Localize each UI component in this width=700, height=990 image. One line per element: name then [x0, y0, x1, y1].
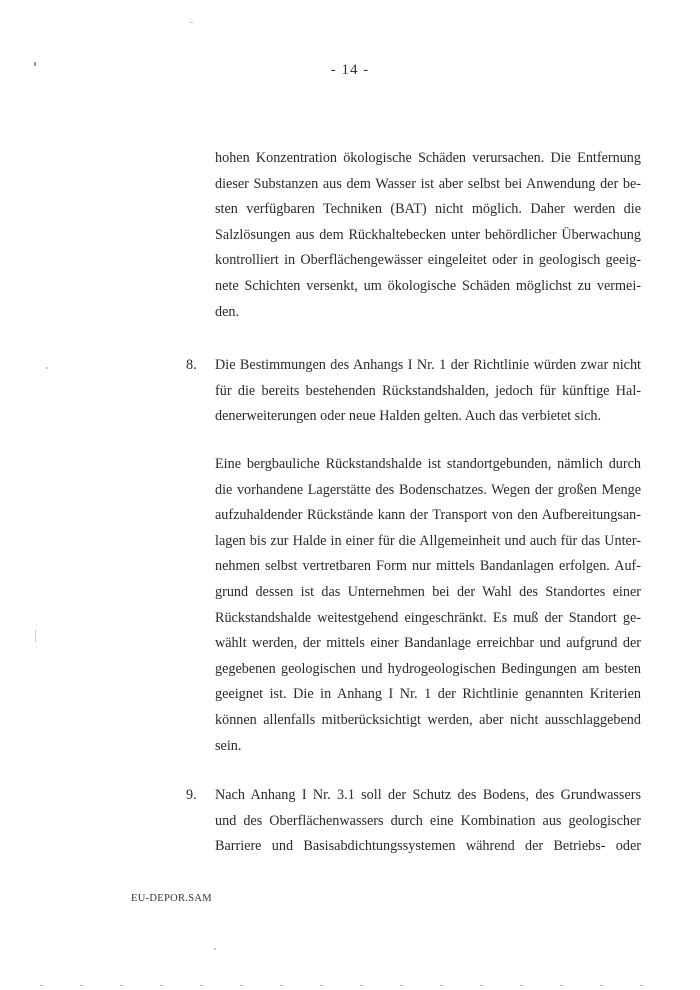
- text-line: Barriere und Basisabdichtungssystemen während der Betriebs- oder: [215, 838, 641, 855]
- text-line: Die Bestimmungen des Anhangs I Nr. 1 der Richtlinie würden zwar nicht: [215, 357, 641, 373]
- text-line: nehmen selbst vertretbaren Form nur mittels Bandanlagen erfolgen. Auf-: [215, 558, 641, 575]
- text-line: dieser Substanzen aus dem Wasser ist aber selbst bei Anwendung der be-: [215, 175, 641, 192]
- text-line: und des Oberflächenwassers durch eine Kombination aus geologischer: [215, 812, 641, 829]
- text-line: lagen bis zur Halde in einer für die Allgemeinheit und auch für das Unter-: [215, 532, 641, 549]
- text-line: nete Schichten versenkt, um ökologische Schäden möglichst zu vermei-: [215, 277, 641, 294]
- text-line: gegebenen geologischen und hydrogeologischen Bedingungen am besten: [215, 660, 641, 677]
- text-line: sein.: [215, 737, 242, 754]
- text-line: Salzlösungen aus dem Rückhaltebecken unter behördlicher Überwachung: [215, 226, 641, 243]
- page-number: - 14 -: [330, 62, 370, 78]
- text-line: grund dessen ist das Unternehmen bei der Wahl des Standortes einer: [215, 583, 641, 600]
- text-line: für die bereits bestehenden Rückstandshalden, jedoch für künftige Hal-: [215, 382, 641, 399]
- paragraph-intro: [215, 146, 641, 325]
- text-line: aufzuhaldender Rückstände kann der Transport von den Aufbereitungsan-: [215, 507, 641, 524]
- text-line: denerweiterungen oder neue Halden gelten. Auch das verbietet sich.: [215, 408, 602, 425]
- text-line: kontrolliert in Oberflächengewässer eingeleitet oder in geologisch geeig-: [215, 252, 641, 269]
- item-number-9: 9.: [186, 787, 197, 803]
- paragraph-rueckstandshalde: [215, 452, 641, 759]
- text-line: den.: [215, 303, 240, 320]
- text-line: Eine bergbauliche Rückstandshalde ist standortgebunden, nämlich durch: [215, 456, 641, 472]
- text-line: sten verfügbaren Techniken (BAT) nicht möglich. Daher werden die: [215, 201, 641, 218]
- text-line: können allenfalls mitberücksichtigt werden, aber nicht ausschlaggebend: [215, 711, 641, 728]
- text-line: die vorhandene Lagerstätte des Bodenschatzes. Wegen der großen Menge: [215, 481, 641, 498]
- text-line: hohen Konzentration ökologische Schäden verursachen. Die Entfernung: [215, 150, 641, 166]
- text-line: wählt werden, der mittels einer Bandanlage erreichbar und aufgrund der: [215, 635, 641, 652]
- scan-speck: [190, 22, 193, 23]
- text-line: Rückstandshalde weitestgehend eingeschränkt. Es muß der Standort ge-: [215, 609, 641, 626]
- scan-speck: [34, 62, 36, 66]
- item-8-text: [215, 353, 641, 430]
- scan-speck: [214, 948, 216, 950]
- scan-speck: [46, 367, 48, 369]
- item-9-text: [215, 783, 641, 860]
- scan-speck: [35, 630, 36, 642]
- document-footer-filename: EU-DEPOR.SAM: [131, 893, 212, 904]
- text-line: geeignet ist. Die in Anhang I Nr. 1 der Richtlinie genannten Kriterien: [215, 686, 641, 703]
- scan-edge-artifact: [40, 985, 680, 986]
- text-line: Nach Anhang I Nr. 3.1 soll der Schutz des Bodens, des Grundwassers: [215, 787, 641, 803]
- item-number-8: 8.: [186, 357, 197, 373]
